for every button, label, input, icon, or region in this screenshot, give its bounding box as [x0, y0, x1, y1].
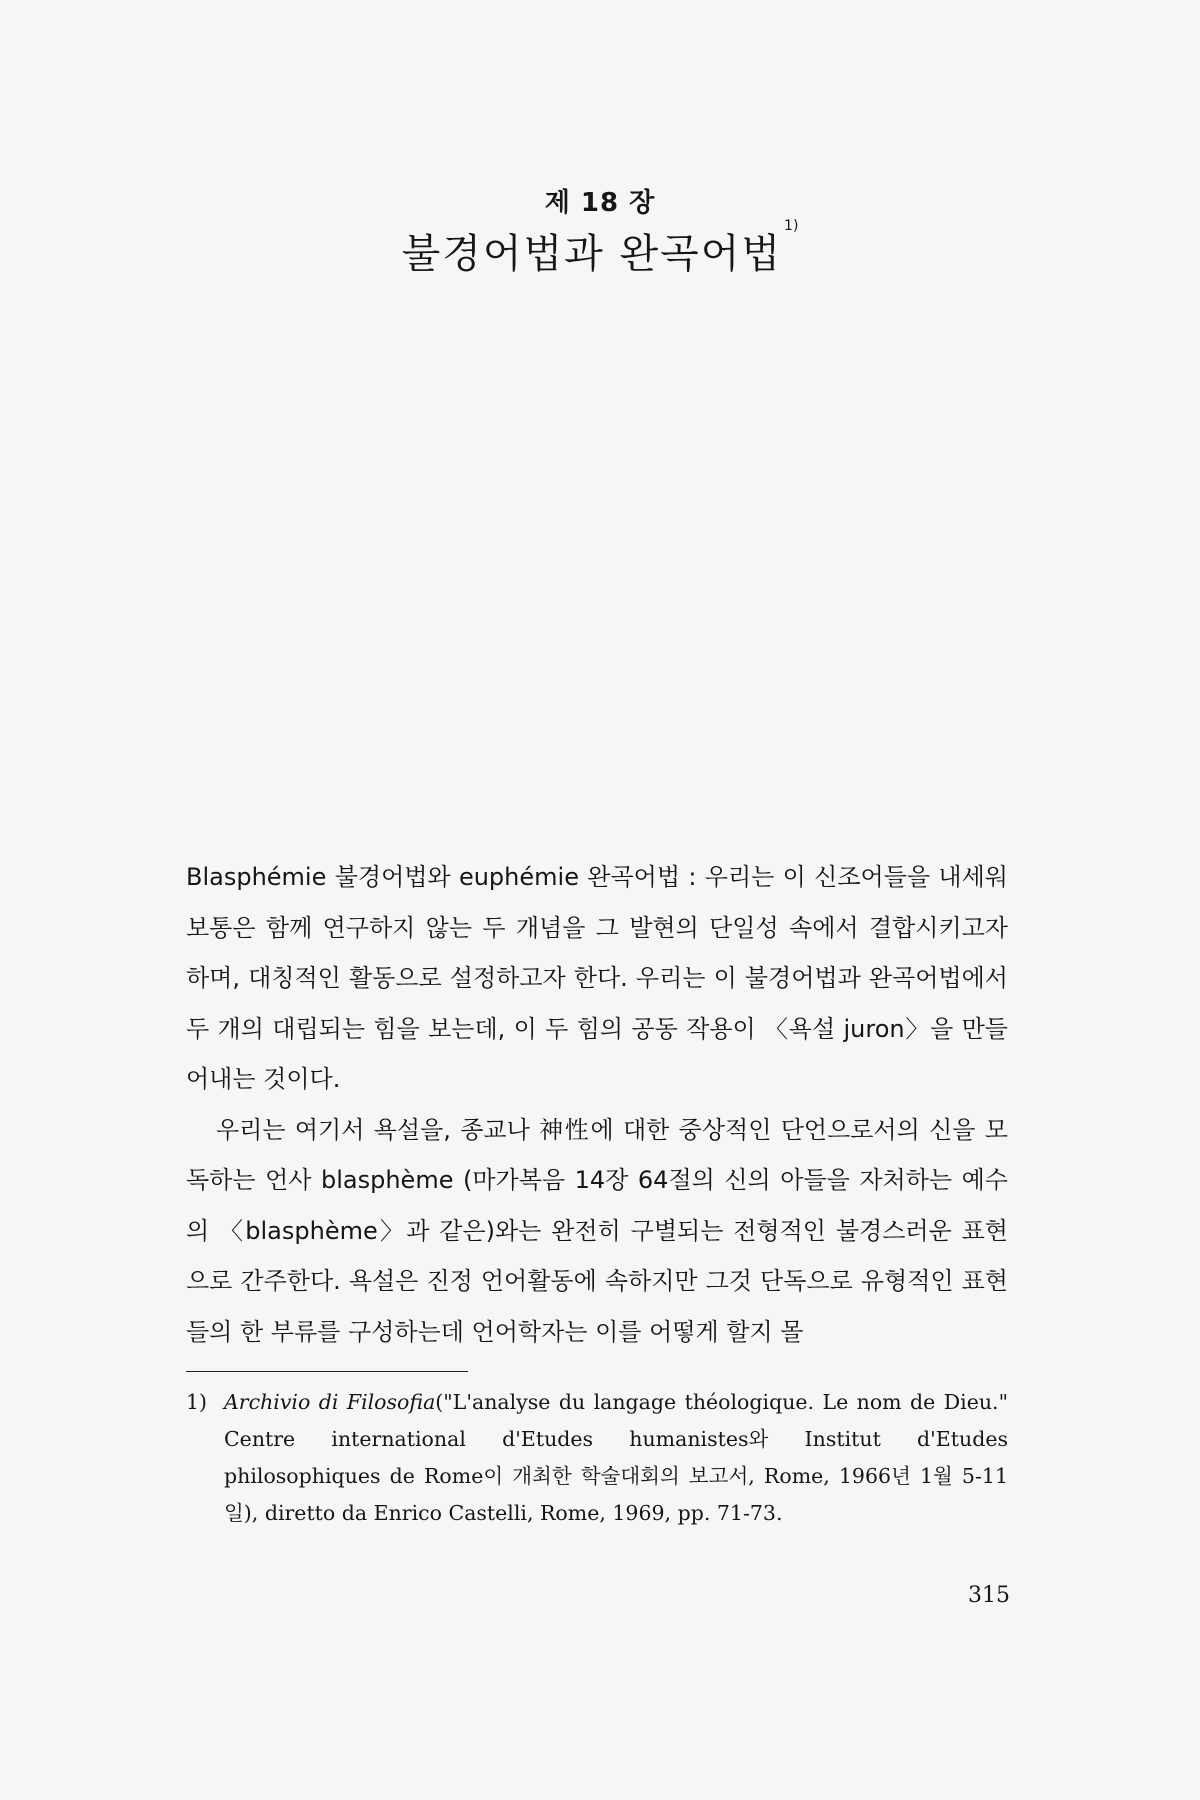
footnote-work-title: Archivio di Filosofia [224, 1390, 436, 1414]
footnote-body [224, 1384, 1008, 1532]
footnote [186, 1384, 1008, 1532]
paragraph-1: Blasphémie 불경어법와 euphémie 완곡어법 : 우리는 이 신조어들을 내세워 보통은 함께 연구하지 않는 두 개념을 그 발현의 단일성 속에서 결합시키고자 하며, 대칭적인 활동으로 설정하고자 한다. 우리는 이 불경어법과 완곡어법에서 두 개의 대립되는 힘을 보는데, 이 두 힘의 공동 작용이 〈욕설 juron〉을 만들어내는 것이다. [186, 863, 1008, 1093]
footnote-number: 1) [186, 1390, 208, 1414]
footnote-text: ("L'analyse du langage théologique. Le nom de Dieu." Centre international d'Etudes humanistes와 Institut d'Etudes philosophiques de Rome이 개최한 학술대회의 보고서, Rome, 1966년 1월 5-11일), diretto da Enrico Castelli, Rome, 1969, pp. 71-73. [224, 1390, 1008, 1525]
chapter-title-text: 불경어법과 완곡어법 [401, 231, 783, 277]
page-number: 315 [968, 1583, 1010, 1608]
paragraph-2: 우리는 여기서 욕설을, 종교나 神性에 대한 중상적인 단언으로서의 신을 모독하는 언사 blasphème (마가복음 14장 64절의 신의 아들을 자처하는 예수의 〈blasphème〉과 같은)와는 완전히 구별되는 전형적인 불경스러운 표현으로 간주한다. 욕설은 진정 언어활동에 속하지만 그것 단독으로 유형적인 표현들의 한 부류를 구성하는데 언어학자는 이를 어떻게 할지 몰 [186, 1115, 1008, 1346]
footnote-divider [186, 1371, 468, 1372]
body-text [186, 852, 1008, 1357]
footnote-marker: 1) [784, 218, 799, 234]
chapter-number: 제 18 장 [544, 188, 656, 218]
chapter-title [0, 218, 1200, 279]
